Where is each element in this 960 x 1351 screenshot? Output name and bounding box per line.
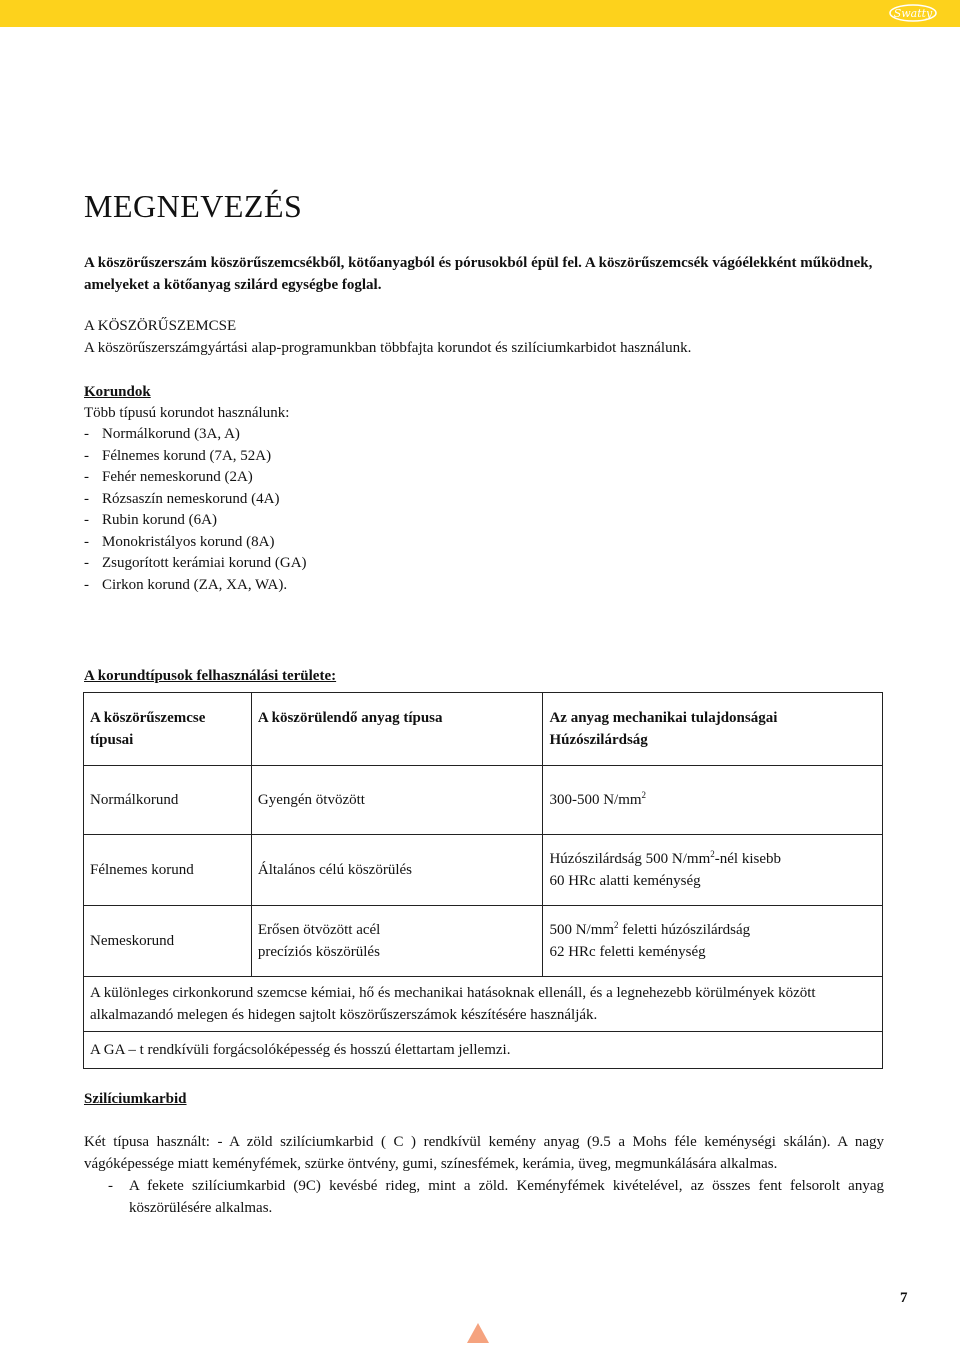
list-item: - Rózsaszín nemeskorund (4A)	[84, 490, 280, 507]
table-header-row	[84, 693, 883, 766]
brand-logo	[888, 3, 938, 23]
table-row	[84, 906, 883, 977]
header-mechanical-props: Az anyag mechanikai tulajdonságai Húzószilárdság	[543, 693, 883, 766]
intro-paragraph: A köszörűszerszám köszörűszemcsékből, kötőanyagból és pórusokból épül fel. A köszörűszemcsék vágóélekként működnek, amelyeket a kötőanyag szilárd egységbe foglal.	[84, 255, 873, 293]
page-number: 7	[900, 1290, 908, 1306]
list-item: - Zsugorított kerámiai korund (GA)	[84, 555, 307, 571]
page-title: MEGNEVEZÉS	[84, 188, 303, 224]
triangle-marker-icon	[467, 1323, 489, 1343]
header-grain-type: A köszörűszemcse típusai	[84, 693, 252, 766]
cell-grain-type: Nemeskorund	[84, 906, 252, 977]
korund-usage-table	[83, 692, 883, 1069]
cell-props: 300-500 $N/mm^2$	[543, 766, 883, 835]
korund-heading: Korundok	[84, 384, 151, 400]
cell-material: Általános célú köszörülés	[251, 835, 543, 906]
table-note-row	[84, 1032, 883, 1069]
table-note-row	[84, 977, 883, 1032]
table-note-zirconia: A különleges cirkonkorund szemcse kémiai, hő és mechanikai hatásoknak ellenáll, és a legnehezebb körülmények között alkalmazandó melegen és hidegen sajtolt köszörűszerszámok készítésére használják.	[84, 977, 883, 1032]
cell-material: Gyengén ötvözött	[251, 766, 543, 835]
list-item: - Normálkorund (3A, A)	[84, 426, 240, 442]
grain-section-text: A köszörűszerszámgyártási alap-programunkban többfajta korundot és szilíciumkarbidot használunk.	[84, 340, 692, 356]
table-row	[84, 766, 883, 835]
table-note-ga: A GA – t rendkívüli forgácsolóképesség és hosszú élettartam jellemzi.	[84, 1032, 883, 1069]
korund-list	[84, 424, 307, 596]
table-row	[84, 835, 883, 906]
list-item: - Félnemes korund (7A, 52A)	[84, 447, 272, 464]
top-bar	[0, 0, 960, 27]
korund-intro: Több típusú korundot használunk:	[84, 405, 290, 421]
cell-props: Húzószilárdság 500 $N/mm^2$-nél kisebb 60 HRc alatti keménység	[543, 835, 883, 906]
cell-material: Erősen ötvözött acél precíziós köszörülés	[251, 906, 543, 977]
svg-text:Swatty: Swatty	[893, 7, 933, 20]
sic-text: Két típusa használt: - A zöld szilíciumkarbid ( C ) rendkívül kemény anyag (9.5 a Mohs féle keménységi skálán). A nagy vágóképessége miatt keményfémek, szürke öntvény, gumi, színesfémek, kerámia, üveg, megmunkálására alkalmas.	[84, 1134, 884, 1172]
list-item: - Rubin korund (6A)	[84, 512, 217, 528]
cell-grain-type: Normálkorund	[84, 766, 252, 835]
cell-props: 500 $N/mm^2$ feletti húzószilárdság 62 HRc feletti keménység	[543, 906, 883, 977]
sic-heading: Szilíciumkarbid	[84, 1091, 187, 1107]
list-item: - Cirkon korund (ZA, XA, WA).	[84, 576, 288, 593]
header-material-type: A köszörülendő anyag típusa	[251, 693, 543, 766]
list-item: - Fehér nemeskorund (2A)	[84, 469, 253, 485]
cell-grain-type: Félnemes korund	[84, 835, 252, 906]
grain-section-heading: A KÖSZÖRŰSZEMCSE	[84, 318, 237, 334]
sic-bullet: - A fekete szilíciumkarbid (9C) kevésbé rideg, mint a zöld. Keményfémek kivételével, az összes fent felsorolt anyag köszörülésére alkalmas.	[108, 1178, 884, 1216]
list-item: - Monokristályos korund (8A)	[84, 533, 275, 550]
table-heading: A korundtípusok felhasználási területe:	[84, 668, 337, 684]
